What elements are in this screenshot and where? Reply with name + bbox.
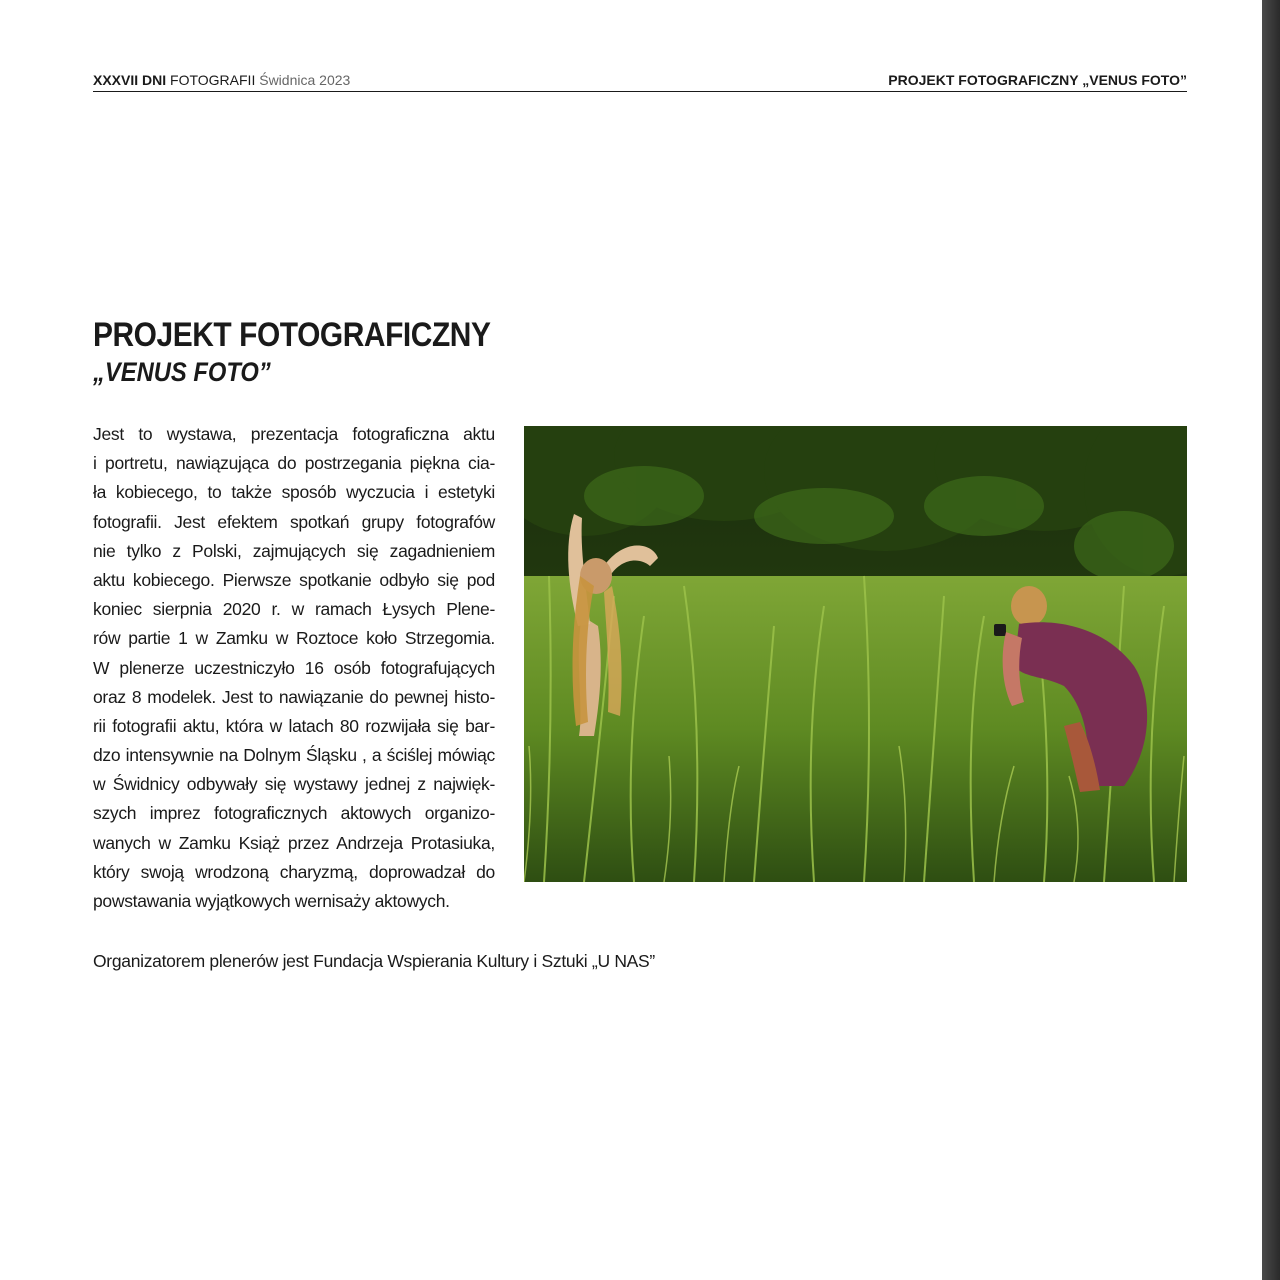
body-line: rów partie 1 w Zamku w Roztoce koło Strzegomia. bbox=[93, 628, 495, 649]
header-event-number: XXXVII DNI bbox=[93, 72, 167, 88]
body-line: wanych w Zamku Książ przez Andrzeja Protasiuka, bbox=[93, 832, 495, 853]
body-line: i portretu, nawiązująca do postrzegania piękna cia- bbox=[93, 453, 495, 474]
body-line: w Świdnicy odbywały się wystawy jednej z najwięk- bbox=[93, 774, 495, 795]
photo-illustration bbox=[524, 426, 1187, 882]
running-header bbox=[93, 70, 1187, 92]
body-line: W plenerze uczestniczyło 16 osób fotografujących bbox=[93, 657, 495, 678]
body-line: Jest to wystawa, prezentacja fotograficzna aktu bbox=[93, 424, 495, 444]
article-photo bbox=[524, 426, 1187, 882]
body-line: nie tylko z Polski, zajmujących się zagadnieniem bbox=[93, 540, 495, 561]
body-line: dzo intensywnie na Dolnym Śląsku , a ściślej mówiąc bbox=[93, 745, 495, 766]
article-title: PROJEKT FOTOGRAFICZNY bbox=[93, 316, 491, 354]
body-line: aktu kobiecego. Pierwsze spotkanie odbyło się pod bbox=[93, 569, 495, 590]
body-line: fotografii. Jest efektem spotkań grupy fotografów bbox=[93, 511, 495, 532]
page-edge-shadow bbox=[1262, 0, 1280, 1280]
body-line: powstawania wyjątkowych wernisaży aktowych. bbox=[93, 891, 450, 911]
body-line: który swoją wrodzoną charyzmą, doprowadzał do bbox=[93, 861, 495, 882]
organizer-note: Organizatorem plenerów jest Fundacja Wspierania Kultury i Sztuki „U NAS” bbox=[93, 951, 655, 971]
article-body bbox=[93, 420, 495, 916]
body-line: ła kobiecego, to także sposób wyczucia i estetyki bbox=[93, 482, 495, 503]
header-event-place-year: Świdnica 2023 bbox=[259, 72, 351, 88]
body-line: koniec sierpnia 2020 r. w ramach Łysych Plene- bbox=[93, 599, 495, 620]
body-line: rii fotografii aktu, która w latach 80 rozwijała się bar- bbox=[93, 715, 495, 736]
header-event-title: FOTOGRAFII bbox=[170, 72, 256, 88]
body-line: szych imprez fotograficznych aktowych organizo- bbox=[93, 803, 495, 824]
article-subtitle: „VENUS FOTO” bbox=[93, 357, 271, 387]
header-section-title: PROJEKT FOTOGRAFICZNY „VENUS FOTO” bbox=[888, 72, 1187, 88]
header-event-name bbox=[93, 70, 350, 90]
body-line: oraz 8 modelek. Jest to nawiązanie do pewnej histo- bbox=[93, 686, 495, 707]
